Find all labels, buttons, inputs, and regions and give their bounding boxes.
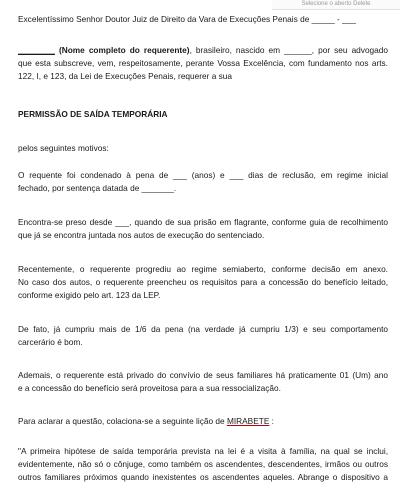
p5-line-2: e a concessão do benefício será proveitosa para a sua ressocialização. <box>18 383 281 393</box>
name-label: (Nome completo do requerente) <box>58 45 190 55</box>
p3-line-2: No caso dos autos, o requerente preencheu os requisitos para a concessão do benefício leitado, <box>18 277 388 287</box>
quote-line-1: "A primeira hipótese de saída temporária prevista na lei é a visita à família, na qual se inclui, <box>18 446 388 456</box>
intro-line-2: que esta subscreve, vem, respeitosamente, perante Vossa Excelência, com fundamento nos arts. <box>18 58 388 68</box>
mirabete-link[interactable]: MIRABETE <box>226 416 270 426</box>
name-blank: ________ <box>18 45 55 55</box>
motives-line: pelos seguintes motivos: <box>18 143 109 153</box>
p2-line-1: Encontra-se preso desde ___, quando de sua prisão em flagrante, conforme guia de recolhimento <box>18 217 388 227</box>
document-title: PERMISSÃO DE SAÍDA TEMPORÁRIA <box>18 109 168 119</box>
court-address: Excelentíssimo Senhor Doutor Juiz de Direito da Vara de Execuções Penais de _____ - ___ <box>18 14 356 24</box>
p6-end: : <box>269 416 274 426</box>
p1-line-1: O requente foi condenado à pena de ___ (anos) e ___ dias de reclusão, em regime inicial <box>18 170 388 180</box>
p6-line <box>18 416 388 426</box>
intro-line-1 <box>18 45 388 55</box>
p5-line-1: Ademais, o requerente está privado do convívio de seus familiares há praticamente 01 (Um) ano <box>18 370 388 380</box>
top-hint: Selecione o aberto Delete <box>272 0 400 10</box>
quote-line-3: outros familiares próximos quando inexistentes os ascendentes aqueles. Abrange o dispositivo a <box>18 472 388 482</box>
intro-line-3: 122, I, e 123, da Lei de Execuções Penais, requerer a sua <box>18 71 233 81</box>
p3-line-3: conforme exigido pelo art. 123 da LEP. <box>18 290 161 300</box>
intro-line-1-rest: , brasileiro, nascido em ______, por seu advogado <box>189 45 388 55</box>
p3-line-1: Recentemente, o requerente progrediu ao regime semiaberto, conforme decisão em anexo. <box>18 264 388 274</box>
p2-line-2: que já se encontra juntada nos autos de execução do sentenciado. <box>18 230 265 240</box>
p1-line-2: fechado, por sentença datada de _______. <box>18 183 177 193</box>
p4-line-1: De fato, já cumpriu mais de 1/6 da pena (na verdade já cumpriu 1/3) e seu comportamento <box>18 324 388 334</box>
p4-line-2: carcerário é bom. <box>18 337 83 347</box>
p6-text: Para aclarar a questão, colaciona-se a seguinte lição de <box>18 416 227 426</box>
quote-line-2: evidentemente, não só o cônjuge, como também os ascendentes, descendentes, irmãos ou outros <box>18 459 388 469</box>
